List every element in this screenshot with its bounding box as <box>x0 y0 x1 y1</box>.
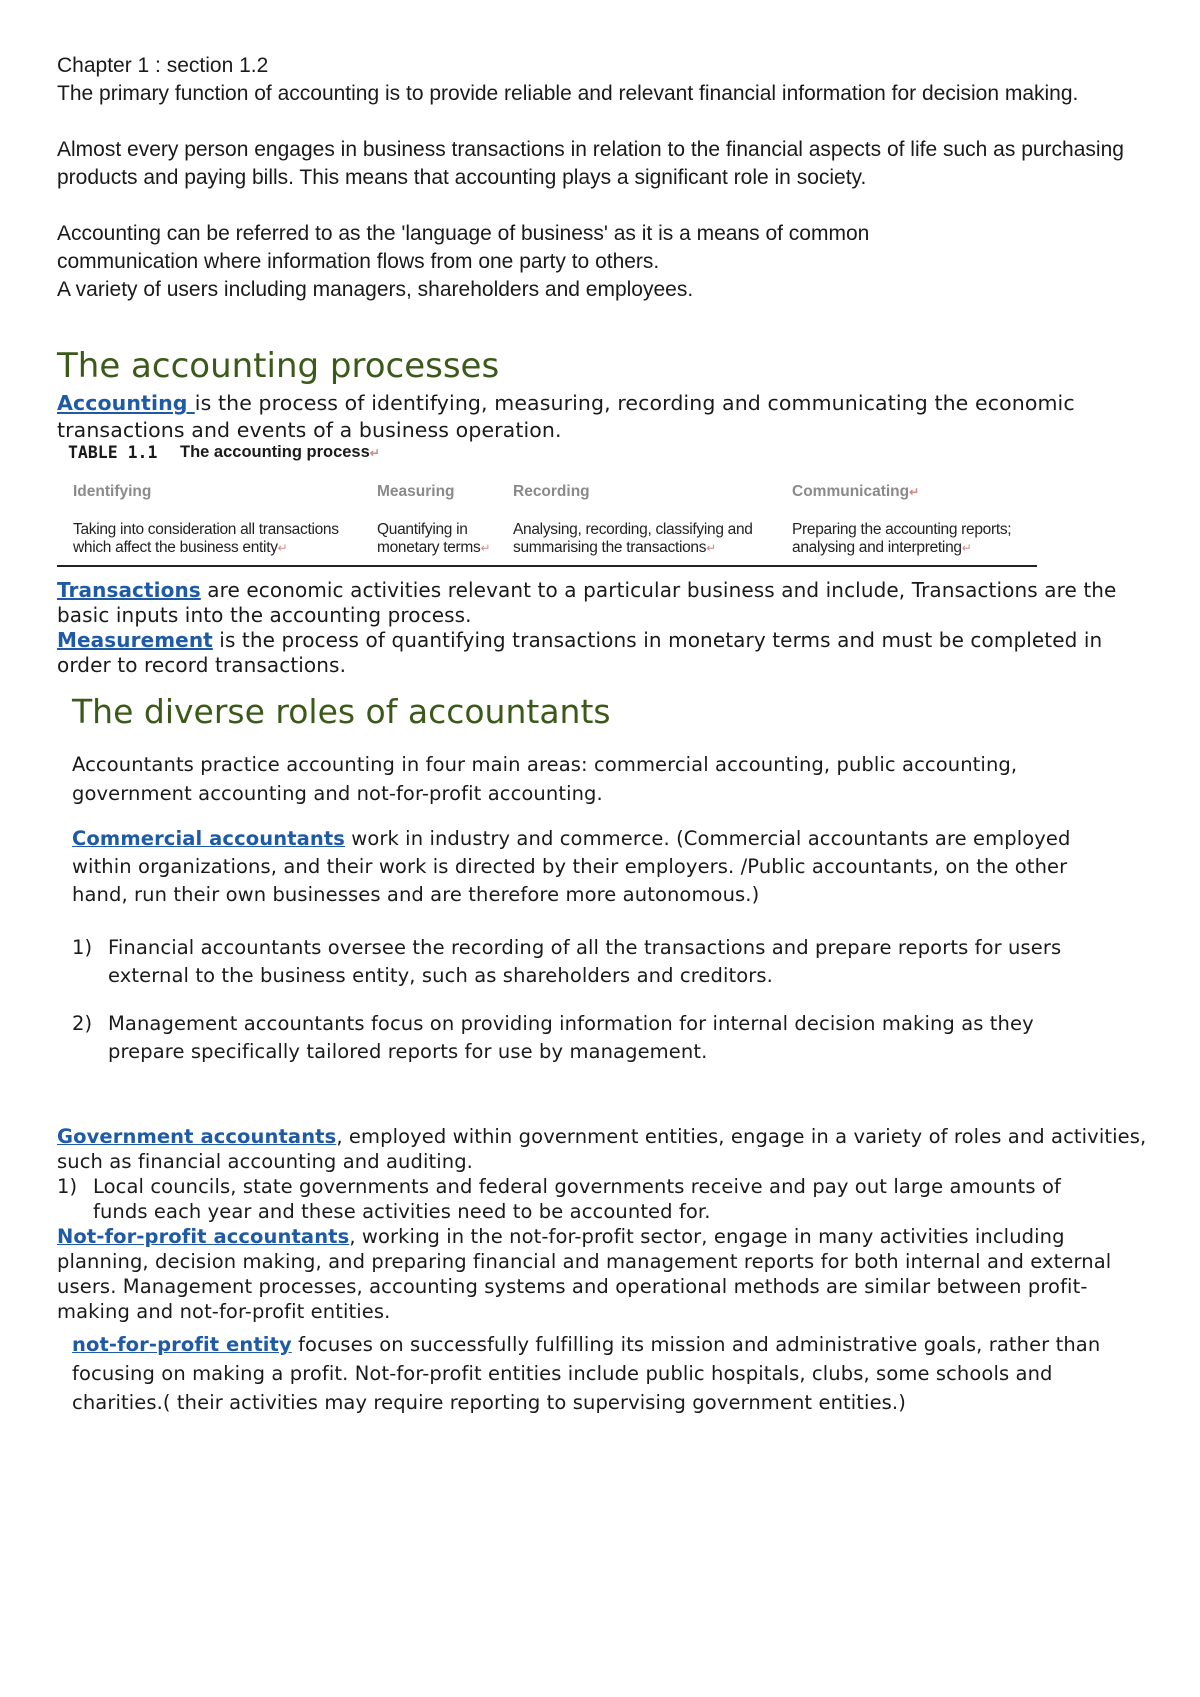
commercial-list-item-1: 1) Financial accountants oversee the recording of all the transactions and prepare reports for users external to the business entity, such as shareholders and creditors. <box>72 936 1062 987</box>
table-title: The accounting process↵ <box>180 443 380 461</box>
roles-intro: Accountants practice accounting in four main areas: commercial accounting, public accounting, government accounting and not-for-profit accounting. <box>72 753 1018 805</box>
commercial-list-item-2: 2) Management accountants focus on providing information for internal decision making as they prepare specifically tailored reports for use by management. <box>72 1012 1034 1063</box>
accounting-process-table <box>57 441 1037 567</box>
commercial-paragraph: Commercial accountants work in industry and commerce. (Commercial accountants are employed within organizations, and their work is directed by their employers. /Public accountants, on the other hand, run their own businesses and are therefore more autonomous.) <box>72 827 1071 906</box>
intro-paragraph-3: Accounting can be referred to as the 'language of business' as it is a means of common communication where information flows from one party to others. <box>57 222 870 274</box>
table-column-body: Preparing the accounting reports; analysing and interpreting↵ <box>792 521 1012 556</box>
intro-paragraph-2: Almost every person engages in business transactions in relation to the financial aspects of life such as purchasing products and paying bills. This means that accounting plays a significant role in society. <box>57 138 1124 190</box>
accounting-term-link[interactable]: Accounting <box>57 391 195 415</box>
table-column-head: Recording <box>513 483 590 500</box>
measurement-definition: Measurement is the process of quantifying transactions in monetary terms and must be completed in order to record transactions. <box>57 628 1103 677</box>
chapter-heading: Chapter 1 : section 1.2 <box>57 54 269 77</box>
nfp-term-link[interactable]: Not-for-profit accountants <box>57 1225 350 1248</box>
intro-paragraph-1: The primary function of accounting is to provide reliable and relevant financial information for decision making. <box>57 82 1079 105</box>
transactions-definition: Transactions are economic activities relevant to a particular business and include, Transactions are the basic inputs into the accounting process. <box>57 578 1117 627</box>
nfp-paragraph: Not-for-profit accountants, working in the not-for-profit sector, engage in many activities including planning, decision making, and preparing financial and management reports for both internal and external users. Management processes, accounting systems and operational methods are similar between profit-making and not-for-profit entities. <box>57 1225 1112 1323</box>
table-caption: TABLE 1.1 <box>68 443 158 462</box>
table-column-body: Taking into consideration all transactions which affect the business entity↵ <box>73 521 339 556</box>
roles-heading: The diverse roles of accountants <box>72 692 611 731</box>
nfp-entity-paragraph: not-for-profit entity focuses on successfully fulfilling its mission and administrative goals, rather than focusing on making a profit. Not-for-profit entities include public hospitals, clubs, some schools and charities.( their activities may require reporting to supervising government entities.) <box>72 1333 1101 1414</box>
transactions-term-link[interactable]: Transactions <box>57 578 201 602</box>
table-column-body: Analysing, recording, classifying and summarising the transactions↵ <box>513 521 753 556</box>
government-paragraph: Government accountants, employed within government entities, engage in a variety of roles and activities, such as financial accounting and auditing. <box>57 1125 1147 1173</box>
table-column-body: Quantifying in monetary terms↵ <box>377 521 491 556</box>
table-column-head: Measuring <box>377 483 455 500</box>
nfp-entity-term-link[interactable]: not-for-profit entity <box>72 1333 292 1356</box>
list-number: 2) <box>72 1012 93 1035</box>
list-number: 1) <box>57 1175 78 1198</box>
accounting-definition: Accounting is the process of identifying, measuring, recording and communicating the economic transactions and events of a business operation. <box>57 391 1075 442</box>
table-column-head: Identifying <box>73 483 152 500</box>
government-term-link[interactable]: Government accountants <box>57 1125 337 1148</box>
table-column-head: Communicating↵ <box>792 483 920 500</box>
list-number: 1) <box>72 936 93 959</box>
commercial-term-link[interactable]: Commercial accountants <box>72 827 345 850</box>
government-list-item: 1) Local councils, state governments and federal governments receive and pay out large amounts of funds each year and these activities need to be accounted for. <box>57 1175 1061 1223</box>
intro-paragraph-4: A variety of users including managers, shareholders and employees. <box>57 278 694 301</box>
table-bottom-rule <box>57 565 1037 567</box>
measurement-term-link[interactable]: Measurement <box>57 628 213 652</box>
processes-heading: The accounting processes <box>57 346 500 386</box>
